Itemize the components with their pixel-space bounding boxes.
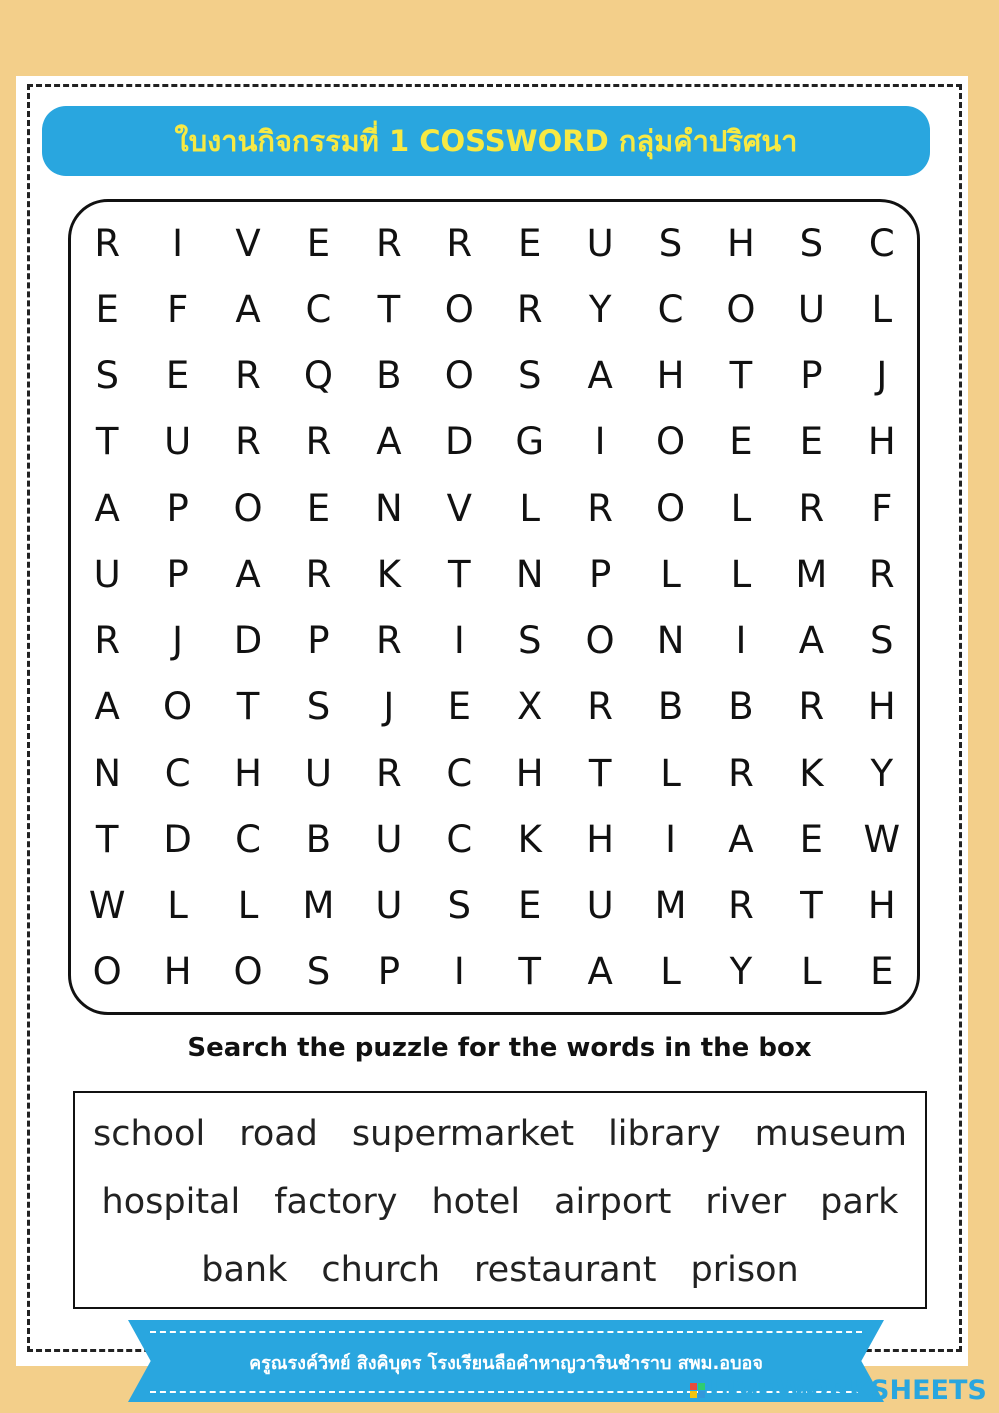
grid-letter[interactable]: C: [868, 221, 895, 265]
title-banner: [42, 106, 930, 176]
grid-letter[interactable]: A: [798, 619, 825, 663]
grid-letter[interactable]: O: [444, 354, 474, 398]
liveworksheets-logo: [690, 1375, 987, 1405]
grid-letter[interactable]: O: [726, 287, 756, 331]
word-bank-item: river: [705, 1182, 787, 1222]
grid-letter[interactable]: R: [728, 884, 754, 928]
grid-letter[interactable]: R: [376, 751, 402, 795]
grid-letter[interactable]: T: [800, 884, 823, 928]
grid-letter[interactable]: Y: [870, 751, 894, 795]
grid-letter[interactable]: R: [94, 619, 121, 663]
grid-letter[interactable]: U: [304, 751, 332, 795]
grid-letter[interactable]: H: [727, 221, 755, 265]
grid-letter[interactable]: E: [799, 817, 824, 861]
grid-letter[interactable]: R: [728, 751, 754, 795]
word-bank-item: library: [608, 1114, 721, 1154]
grid-letter[interactable]: I: [453, 950, 465, 994]
grid-letter[interactable]: K: [517, 817, 542, 861]
grid-letter[interactable]: E: [447, 685, 471, 729]
grid-letter[interactable]: V: [446, 486, 472, 530]
grid-letter[interactable]: C: [164, 751, 191, 795]
grid-letter[interactable]: E: [729, 420, 753, 464]
word-bank-item: bank: [201, 1250, 288, 1290]
grid-letter[interactable]: E: [165, 354, 190, 398]
word-bank-item: factory: [274, 1182, 398, 1222]
grid-letter[interactable]: A: [94, 685, 120, 729]
grid-letter[interactable]: F: [166, 287, 189, 331]
grid-letter[interactable]: A: [235, 287, 261, 331]
grid-letter[interactable]: O: [233, 486, 263, 530]
grid-letter[interactable]: H: [515, 751, 544, 795]
grid-letter[interactable]: R: [305, 552, 332, 596]
grid-letter[interactable]: R: [305, 420, 332, 464]
grid-letter[interactable]: B: [305, 817, 332, 861]
grid-letter[interactable]: P: [166, 486, 189, 530]
grid-letter[interactable]: E: [518, 221, 542, 265]
grid-letter[interactable]: R: [446, 221, 473, 265]
grid-letter[interactable]: L: [237, 884, 259, 928]
grid-letter[interactable]: N: [656, 619, 685, 663]
grid-letter[interactable]: R: [798, 486, 825, 530]
grid-letter[interactable]: O: [92, 950, 122, 994]
grid-letter[interactable]: R: [868, 552, 895, 596]
grid-letter[interactable]: R: [587, 486, 613, 530]
grid-letter[interactable]: T: [95, 817, 119, 861]
instructions-text: Search the puzzle for the words in the box: [187, 1033, 812, 1063]
grid-letter[interactable]: W: [88, 884, 126, 928]
grid-letter[interactable]: X: [517, 685, 543, 729]
grid-letter[interactable]: H: [234, 751, 262, 795]
word-bank-row-1: [73, 1114, 927, 1154]
grid-letter[interactable]: O: [444, 287, 474, 331]
grid-letter[interactable]: A: [587, 950, 613, 994]
grid-letter[interactable]: S: [517, 354, 542, 398]
word-bank-item: airport: [554, 1182, 672, 1222]
grid-letter[interactable]: S: [306, 950, 331, 994]
grid-letter[interactable]: C: [446, 817, 473, 861]
grid-letter[interactable]: L: [167, 884, 188, 928]
grid-letter[interactable]: T: [95, 420, 119, 464]
footer-dash-top: [150, 1331, 862, 1333]
grid-letter[interactable]: A: [235, 552, 261, 596]
word-bank-row-2: [73, 1182, 927, 1222]
word-bank-item: church: [321, 1250, 441, 1290]
worksheet-title: ใบงานกิจกรรมที่ 1 COSSWORD กลุ่มคำปริศนา: [174, 124, 798, 158]
grid-letter[interactable]: L: [730, 552, 752, 596]
grid-letter[interactable]: R: [516, 287, 543, 331]
grid-letter[interactable]: U: [375, 884, 403, 928]
grid-letter[interactable]: N: [375, 486, 403, 530]
grid-letter[interactable]: O: [585, 619, 615, 663]
word-search-grid: [72, 210, 917, 1005]
grid-letter[interactable]: E: [306, 486, 331, 530]
grid-letter[interactable]: C: [305, 287, 332, 331]
grid-letter[interactable]: F: [871, 486, 893, 530]
grid-letter[interactable]: L: [730, 486, 752, 530]
grid-letter[interactable]: B: [728, 685, 754, 729]
grid-letter[interactable]: M: [654, 884, 687, 928]
grid-letter[interactable]: Q: [303, 354, 333, 398]
grid-letter[interactable]: P: [588, 552, 612, 596]
word-bank-item: road: [239, 1114, 318, 1154]
grid-letter[interactable]: T: [518, 950, 541, 994]
grid-letter[interactable]: H: [867, 685, 896, 729]
grid-letter[interactable]: K: [376, 552, 401, 596]
grid-letter[interactable]: L: [660, 751, 681, 795]
grid-letter[interactable]: D: [233, 619, 263, 663]
word-bank-item: supermarket: [351, 1114, 575, 1154]
grid-letter[interactable]: E: [799, 420, 824, 464]
liveworksheets-icon: [690, 1383, 705, 1398]
grid-letter[interactable]: U: [586, 884, 614, 928]
grid-letter[interactable]: P: [307, 619, 330, 663]
grid-letter[interactable]: I: [453, 619, 465, 663]
grid-letter[interactable]: R: [94, 221, 121, 265]
grid-letter[interactable]: T: [588, 751, 612, 795]
word-bank-item: park: [820, 1182, 899, 1222]
grid-letter[interactable]: D: [445, 420, 474, 464]
grid-letter[interactable]: O: [233, 950, 263, 994]
grid-letter[interactable]: Y: [588, 287, 612, 331]
grid-letter[interactable]: H: [867, 884, 896, 928]
grid-letter[interactable]: M: [302, 884, 335, 928]
grid-letter[interactable]: B: [376, 354, 402, 398]
word-bank-item: school: [92, 1114, 206, 1154]
grid-letter[interactable]: S: [799, 221, 824, 265]
grid-letter[interactable]: S: [658, 221, 683, 265]
grid-letter[interactable]: O: [655, 420, 686, 464]
grid-letter[interactable]: H: [867, 420, 896, 464]
grid-letter[interactable]: P: [800, 354, 823, 398]
grid-letter[interactable]: L: [660, 950, 681, 994]
grid-letter[interactable]: T: [447, 552, 471, 596]
grid-letter[interactable]: R: [376, 619, 402, 663]
grid-letter[interactable]: O: [655, 486, 686, 530]
grid-letter[interactable]: S: [447, 884, 472, 928]
grid-letter[interactable]: V: [235, 221, 261, 265]
grid-letter[interactable]: S: [870, 619, 894, 663]
grid-letter[interactable]: Y: [729, 950, 753, 994]
grid-letter[interactable]: N: [515, 552, 544, 596]
grid-letter[interactable]: T: [729, 354, 753, 398]
grid-letter[interactable]: U: [586, 221, 614, 265]
grid-letter[interactable]: G: [515, 420, 545, 464]
grid-letter[interactable]: I: [172, 221, 184, 265]
grid-letter[interactable]: S: [306, 685, 331, 729]
grid-letter[interactable]: E: [870, 950, 894, 994]
grid-letter[interactable]: I: [594, 420, 606, 464]
grid-letter[interactable]: R: [376, 221, 402, 265]
grid-letter[interactable]: D: [163, 817, 192, 861]
word-bank-item: museum: [754, 1114, 907, 1154]
grid-letter[interactable]: T: [377, 287, 401, 331]
footer-credit: ครูณรงค์วิทย์ สิงคิบุตร โรงเรียนลือคำหาญวารินชำราบ สพม.อบอจ: [249, 1353, 763, 1374]
grid-letter[interactable]: N: [93, 751, 122, 795]
grid-letter[interactable]: A: [728, 817, 754, 861]
grid-letter[interactable]: I: [665, 817, 676, 861]
grid-letter[interactable]: K: [799, 751, 824, 795]
grid-letter[interactable]: L: [801, 950, 822, 994]
grid-letter[interactable]: S: [95, 354, 119, 398]
grid-letter[interactable]: H: [163, 950, 192, 994]
grid-letter[interactable]: T: [236, 685, 260, 729]
grid-letter[interactable]: U: [164, 420, 192, 464]
grid-letter[interactable]: R: [235, 354, 261, 398]
word-bank-item: prison: [690, 1250, 799, 1290]
grid-letter[interactable]: R: [235, 420, 261, 464]
grid-letter[interactable]: L: [871, 287, 893, 331]
grid-letter[interactable]: H: [656, 354, 685, 398]
grid-letter[interactable]: C: [235, 817, 261, 861]
grid-letter[interactable]: M: [795, 552, 828, 596]
grid-letter[interactable]: U: [93, 552, 121, 596]
grid-letter[interactable]: I: [735, 619, 747, 663]
grid-letter[interactable]: A: [587, 354, 613, 398]
grid-letter[interactable]: J: [383, 685, 395, 729]
grid-letter[interactable]: C: [446, 751, 473, 795]
word-bank-row-3: [73, 1250, 927, 1290]
grid-letter[interactable]: L: [660, 552, 681, 596]
grid-letter[interactable]: J: [172, 619, 184, 663]
grid-letter[interactable]: J: [876, 354, 888, 398]
grid-letter[interactable]: R: [798, 685, 825, 729]
grid-letter[interactable]: S: [517, 619, 542, 663]
word-bank-item: hospital: [101, 1182, 241, 1222]
word-bank-item: restaurant: [474, 1250, 657, 1290]
grid-letter[interactable]: C: [657, 287, 684, 331]
grid-letter[interactable]: P: [377, 950, 401, 994]
grid-letter[interactable]: R: [587, 685, 613, 729]
grid-letter[interactable]: E: [95, 287, 119, 331]
grid-letter[interactable]: W: [863, 817, 901, 861]
grid-letter[interactable]: E: [306, 221, 331, 265]
grid-letter[interactable]: L: [519, 486, 540, 530]
grid-letter[interactable]: U: [797, 287, 825, 331]
grid-letter[interactable]: A: [376, 420, 402, 464]
liveworksheets-wordmark: LIVEWORKSHEETS: [709, 1374, 987, 1406]
word-bank-item: hotel: [431, 1182, 521, 1222]
grid-letter[interactable]: A: [94, 486, 120, 530]
grid-letter[interactable]: B: [657, 685, 684, 729]
grid-letter[interactable]: H: [586, 817, 615, 861]
grid-letter[interactable]: P: [166, 552, 189, 596]
grid-letter[interactable]: U: [375, 817, 403, 861]
grid-letter[interactable]: O: [163, 685, 193, 729]
grid-letter[interactable]: E: [518, 884, 542, 928]
